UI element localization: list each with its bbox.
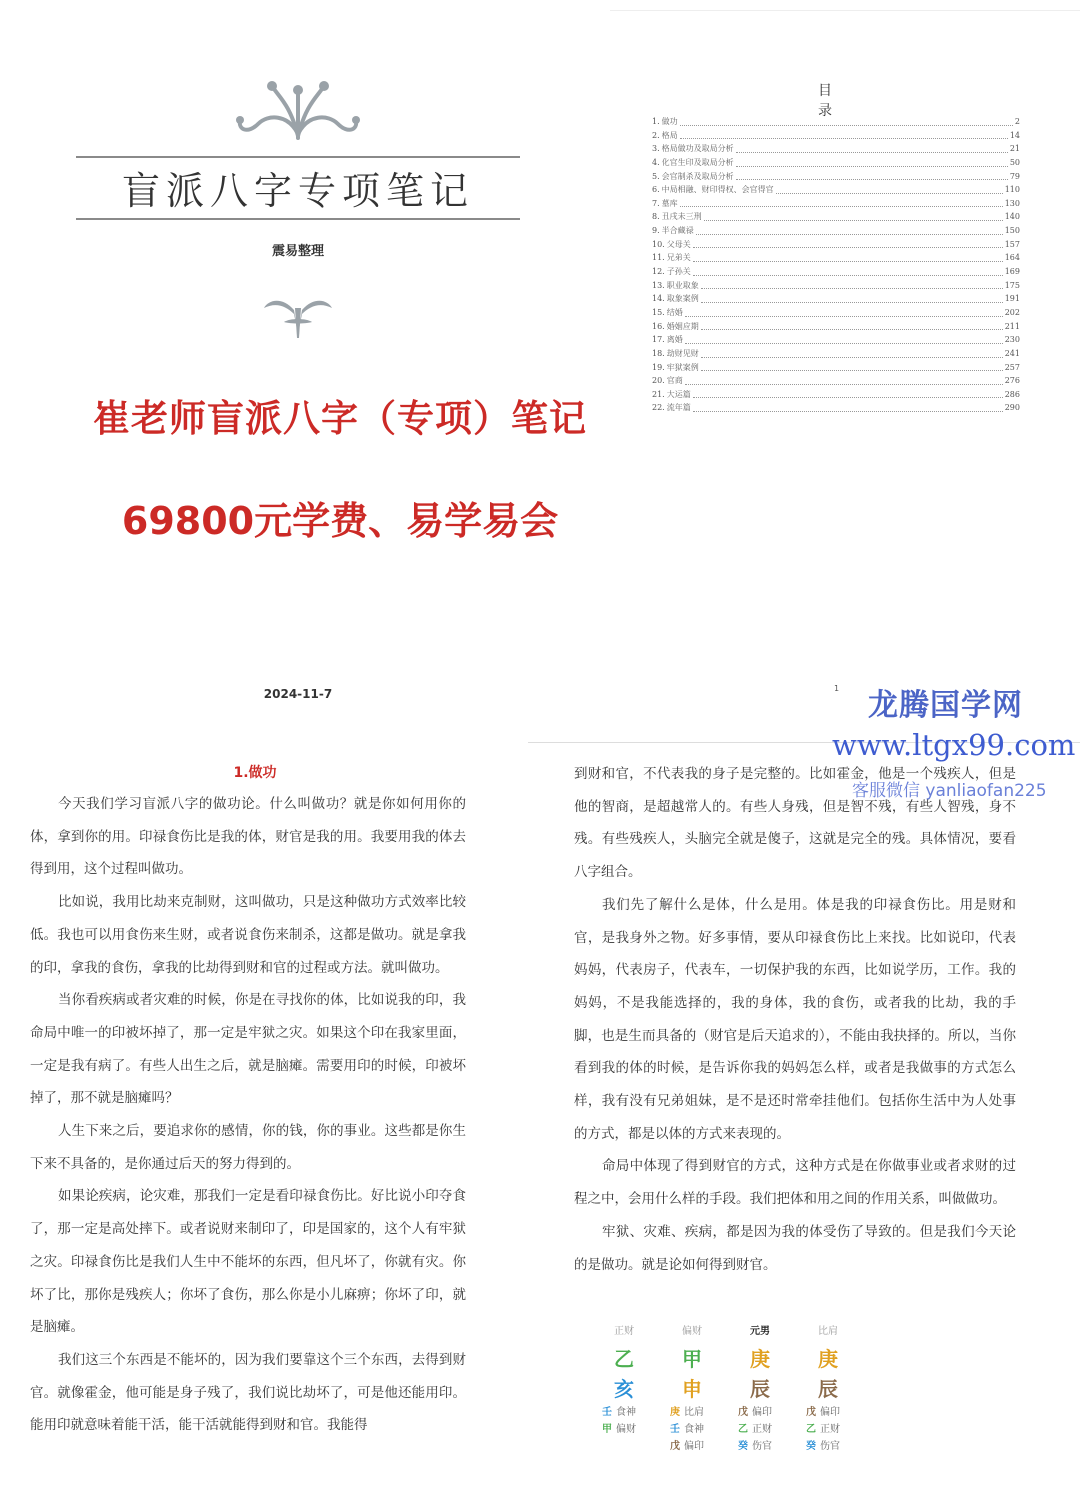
paragraph: 命局中体现了得到财官的方式，这种方式是在你做事业或者求财的过程之中，会用什么样的手段。我们把体和用之间的作用关系，叫做做功。 [574, 1158, 1016, 1208]
bazi-hidden-god: 伤官 [752, 1441, 772, 1452]
toc-entry[interactable] [652, 361, 1020, 375]
paragraph: 比如说，我用比劫来克制财，这叫做功，只是这种做功方式效率比较低。我也可以用食伤来生财，或者说食伤来制杀，这都是做功。就是拿我的印，拿我的食伤，拿我的比劫得到财和官的过程或方法。就叫做功。 [30, 894, 466, 976]
toc-entry-title: 职业取象 [666, 280, 699, 290]
floral-ornament-icon [228, 74, 368, 148]
bazi-stem: 庚 [818, 1347, 838, 1371]
toc-entry[interactable] [652, 210, 1020, 224]
bazi-hidden-god: 比肩 [684, 1407, 704, 1418]
toc-entry[interactable] [652, 347, 1020, 361]
toc-entry-page: 202 [1004, 307, 1020, 317]
toc-entry-title: 官商 [666, 376, 683, 386]
toc-entry-title: 牢狱案例 [666, 362, 699, 372]
toc-entry-number: 14. [652, 294, 665, 304]
watermark-url[interactable]: www.ltgx99.com [832, 728, 1076, 762]
toc-entry[interactable] [652, 279, 1020, 293]
table-of-contents [652, 115, 1020, 415]
toc-leader-dots [736, 151, 1008, 153]
toc-entry-number: 11. [652, 253, 665, 263]
toc-entry-page: 175 [1004, 280, 1020, 290]
bazi-ten-god: 比肩 [818, 1326, 838, 1337]
bazi-hidden-stems [590, 1404, 658, 1455]
toc-entry-page: 21 [1009, 144, 1020, 154]
toc-entry-page: 211 [1004, 321, 1020, 331]
toc-entry-number: 22. [652, 403, 665, 413]
toc-entry-number: 15. [652, 307, 665, 317]
toc-entry-number: 18. [652, 348, 665, 358]
title-rule [76, 218, 520, 220]
toc-entry-title: 离婚 [666, 335, 683, 345]
toc-entry-number: 7. [652, 198, 660, 208]
bazi-stem: 甲 [682, 1347, 702, 1371]
toc-entry-number: 20. [652, 376, 665, 386]
toc-entry-number: 6. [652, 185, 660, 195]
toc-entry-number: 5. [652, 171, 660, 181]
toc-entry[interactable] [652, 156, 1020, 170]
cover-date: 2024-11-7 [263, 687, 333, 701]
bazi-hidden-stem [670, 1438, 726, 1455]
bazi-hidden-god: 正财 [820, 1424, 840, 1435]
title-rule [76, 156, 520, 158]
toc-entry-title: 父母关 [666, 239, 691, 249]
toc-entry[interactable] [652, 183, 1020, 197]
toc-entry[interactable] [652, 129, 1020, 143]
toc-entry-number: 1. [652, 116, 660, 126]
bazi-hidden-stem [670, 1421, 726, 1438]
toc-entry[interactable] [652, 224, 1020, 238]
bazi-hidden-stem [602, 1421, 658, 1438]
toc-leader-dots [701, 301, 1003, 303]
toc-entry[interactable] [652, 320, 1020, 334]
bazi-hidden-stems [726, 1404, 794, 1455]
cover-compiler: 震易整理 [271, 244, 324, 259]
toc-leader-dots [693, 396, 1003, 398]
bazi-hidden-stem [738, 1421, 794, 1438]
toc-entry-title: 半合藏禄 [661, 226, 694, 236]
toc-entry[interactable] [652, 265, 1020, 279]
toc-entry-number: 8. [652, 212, 660, 222]
toc-entry[interactable] [652, 142, 1020, 156]
toc-entry-page: 257 [1004, 362, 1020, 372]
bazi-hidden-gan: 癸 [806, 1441, 816, 1452]
bazi-hidden-god: 偏印 [684, 1441, 704, 1452]
bazi-hidden-gan: 乙 [806, 1424, 816, 1435]
toc-entry[interactable] [652, 170, 1020, 184]
toc-entry-title: 婚姻应期 [666, 321, 699, 331]
toc-entry-page: 286 [1004, 389, 1020, 399]
toc-leader-dots [701, 328, 1003, 330]
toc-entry-page: 241 [1004, 348, 1020, 358]
toc-entry-page: 157 [1004, 239, 1020, 249]
toc-entry-number: 12. [652, 267, 665, 277]
bazi-hidden-gan: 戊 [670, 1441, 680, 1452]
toc-entry-title: 子孙关 [666, 267, 691, 277]
toc-leader-dots [736, 178, 1008, 180]
toc-leader-dots [701, 356, 1003, 358]
toc-entry-number: 19. [652, 362, 665, 372]
toc-leader-dots [680, 205, 1003, 207]
toc-entry[interactable] [652, 292, 1020, 306]
toc-entry[interactable] [652, 115, 1020, 129]
toc-entry-number: 21. [652, 389, 665, 399]
toc-entry-title: 做功 [661, 116, 678, 126]
page-number: 1 [834, 684, 840, 693]
toc-entry[interactable] [652, 401, 1020, 415]
toc-entry-page: 230 [1004, 335, 1020, 345]
cover-title: 盲派八字专项笔记 [121, 169, 474, 213]
toc-leader-dots [693, 260, 1003, 262]
toc-entry-page: 164 [1004, 253, 1020, 263]
bazi-hidden-god: 偏财 [616, 1424, 636, 1435]
page-divider [610, 10, 1080, 11]
toc-entry-number: 10. [652, 239, 665, 249]
toc-leader-dots [693, 410, 1003, 412]
toc-entry[interactable] [652, 197, 1020, 211]
toc-leader-dots [693, 246, 1003, 248]
toc-leader-dots [701, 287, 1003, 289]
bazi-ten-god: 正财 [614, 1326, 634, 1337]
lesson-title: 1.做功 [233, 765, 277, 781]
bazi-hidden-gan: 戊 [738, 1407, 748, 1418]
bazi-hidden-gan: 庚 [670, 1407, 680, 1418]
bazi-branch: 辰 [818, 1377, 838, 1401]
toc-leader-dots [685, 342, 1003, 344]
bazi-ten-god: 偏财 [682, 1326, 702, 1337]
toc-entry-title: 结婚 [666, 307, 683, 317]
toc-entry-title: 化官生印及取局分析 [661, 157, 734, 167]
toc-entry[interactable] [652, 251, 1020, 265]
toc-leader-dots [685, 383, 1003, 385]
right-page-body [574, 758, 1016, 1281]
toc-entry-page: 14 [1009, 130, 1020, 140]
toc-entry-page: 290 [1004, 403, 1020, 413]
bazi-hidden-gan: 乙 [738, 1424, 748, 1435]
toc-entry-number: 17. [652, 335, 665, 345]
toc-entry-title: 格局 [661, 130, 678, 140]
toc-leader-dots [680, 124, 1013, 126]
left-page-body [30, 788, 466, 1442]
toc-leader-dots [776, 192, 1003, 194]
toc-entry[interactable] [652, 333, 1020, 347]
paragraph: 我们先了解什么是体，什么是用。体是我的印禄食伤比。用是财和官，是我身外之物。好多事情，要从印禄食伤比上来找。比如说印，代表妈妈，代表房子，代表车，一切保护我的东西，比如说学历，工作。我的妈妈，不是我能选择的，我的身体，我的食伤，或者我的比劫，我的手脚，也是生而具备的（财官是后天追求的），不能由我抉择的。所以，当你看到我的体的时候，是告诉你我的妈妈怎么样，或者是我做事的方式怎么样，我有没有兄弟姐妹，是不是还时常牵挂他们。包括你生活中为人处事的方式，都是以体的方式来表现的。 [574, 896, 1016, 1142]
promo-subtitle: 69800元学费、易学易会 [121, 499, 559, 543]
paragraph: 人生下来之后，要追求你的感情，你的钱，你的事业。这些都是你生下来不具备的，是你通过后天的努力得到的。 [30, 1123, 466, 1172]
bazi-branch: 辰 [750, 1377, 770, 1401]
bazi-ten-god: 元男 [750, 1326, 770, 1337]
toc-entry-title: 兄弟关 [666, 253, 691, 263]
bazi-stem: 庚 [750, 1347, 770, 1371]
bazi-hidden-god: 偏印 [752, 1407, 772, 1418]
watermark-contact: 客服微信 yanliaofan225 [852, 781, 1047, 801]
toc-entry-number: 3. [652, 144, 660, 154]
toc-entry-title: 流年篇 [666, 403, 691, 413]
toc-entry-title: 大运篇 [666, 389, 691, 399]
toc-leader-dots [704, 219, 1003, 221]
bazi-branch: 申 [682, 1377, 702, 1401]
toc-entry-number: 13. [652, 280, 665, 290]
toc-leader-dots [685, 315, 1003, 317]
toc-entry[interactable] [652, 238, 1020, 252]
bazi-chart [590, 1322, 860, 1455]
toc-entry-page: 110 [1004, 185, 1020, 195]
bazi-hidden-stems [794, 1404, 862, 1455]
toc-entry[interactable] [652, 374, 1020, 388]
toc-entry-title: 取象案例 [666, 294, 699, 304]
bazi-hidden-god: 伤官 [820, 1441, 840, 1452]
paragraph: 当你看疾病或者灾难的时候，你是在寻找你的体，比如说我的印，我命局中唯一的印被坏掉了，那一定是牢狱之灾。如果这个印在我家里面，一定是我有病了。有些人出生之后，就是脑瘫。需要用印的时候，印被坏掉了，那不就是脑瘫吗？ [30, 992, 466, 1107]
promo-title: 崔老师盲派八字（专项）笔记 [93, 397, 587, 440]
toc-leader-dots [736, 165, 1008, 167]
toc-heading: 目 录 [818, 83, 862, 119]
toc-entry-page: 130 [1004, 198, 1020, 208]
bazi-hidden-gan: 癸 [738, 1441, 748, 1452]
paragraph: 牢狱、灾难、疾病，都是因为我的体受伤了导致的。但是我们今天论的是做功。就是论如何得到财官。 [574, 1223, 1016, 1273]
toc-leader-dots [680, 137, 1008, 139]
bazi-hidden-stems [658, 1404, 726, 1455]
bazi-hidden-god: 食神 [616, 1407, 636, 1418]
bazi-hidden-stem [602, 1404, 658, 1421]
toc-entry-page: 150 [1004, 226, 1020, 236]
toc-leader-dots [701, 369, 1003, 371]
bazi-hidden-stem [806, 1421, 862, 1438]
toc-entry-title: 会官制杀及取局分析 [661, 171, 734, 181]
bazi-branch: 亥 [614, 1377, 634, 1401]
paragraph: 到财和官，不代表我的身子是完整的。比如霍金，他是一个残疾人，但是他的智商，是超越常人的。有些人身残，但是智不残，有些人智残，身不残。有些残疾人，头脑完全就是傻子，这就是完全的残。具体情况，要看八字组合。 [574, 766, 1016, 881]
toc-entry-page: 2 [1014, 116, 1020, 126]
fleur-ornament-icon [262, 290, 334, 340]
bazi-hidden-stem [806, 1438, 862, 1455]
toc-entry-number: 2. [652, 130, 660, 140]
bazi-stem: 乙 [614, 1347, 634, 1371]
toc-entry-page: 79 [1009, 171, 1020, 181]
toc-entry-page: 140 [1004, 212, 1020, 222]
toc-entry-page: 191 [1004, 294, 1020, 304]
toc-entry[interactable] [652, 388, 1020, 402]
toc-entry-number: 16. [652, 321, 665, 331]
toc-leader-dots [696, 233, 1003, 235]
paragraph: 我们这三个东西是不能坏的，因为我们要靠这个三个东西，去得到财官。就像霍金，他可能是身子残了，我们说比劫坏了，可是他还能用印。能用印就意味着能干活，能干活就能得到财和官。我能得 [30, 1351, 466, 1434]
toc-entry-title: 格局做功及取局分析 [661, 144, 734, 154]
toc-entry[interactable] [652, 306, 1020, 320]
toc-entry-page: 169 [1004, 267, 1020, 277]
bazi-hidden-gan: 壬 [670, 1424, 680, 1435]
toc-entry-page: 276 [1004, 376, 1020, 386]
bazi-hidden-gan: 甲 [602, 1424, 612, 1435]
toc-entry-title: 墓库 [661, 198, 678, 208]
toc-leader-dots [693, 274, 1003, 276]
bazi-hidden-god: 食神 [684, 1424, 704, 1435]
toc-entry-page: 50 [1009, 157, 1020, 167]
toc-entry-title: 劫财见财 [666, 348, 699, 358]
toc-entry-number: 9. [652, 226, 660, 236]
paragraph: 如果论疾病，论灾难，那我们一定是看印禄食伤比。好比说小印夺食了，那一定是高处摔下。或者说财来制印了，印是国家的，这个人有牢狱之灾。印禄食伤比是我们人生中不能坏的东西，但凡坏了，你就有灾。你坏了比，那你是残疾人；你坏了食伤，那么你是小儿麻痹；你坏了印，就是脑瘫。 [30, 1188, 466, 1336]
bazi-hidden-stem [806, 1404, 862, 1421]
watermark-site-name: 龙腾国学网 [868, 688, 1023, 723]
toc-entry-title: 丑戌未三刑 [661, 212, 702, 222]
paragraph: 今天我们学习盲派八字的做功论。什么叫做功？就是你如何用你的体，拿到你的用。印禄食伤比是我的体，财官是我的用。我要用我的体去得到用，这个过程叫做功。 [30, 796, 466, 878]
bazi-hidden-stem [670, 1404, 726, 1421]
toc-entry-number: 4. [652, 157, 660, 167]
toc-entry-title: 中局相融、财印得权、会官得官 [661, 185, 774, 195]
bazi-hidden-stem [738, 1404, 794, 1421]
bazi-hidden-gan: 戊 [806, 1407, 816, 1418]
bazi-hidden-stem [738, 1438, 794, 1455]
bazi-hidden-god: 偏印 [820, 1407, 840, 1418]
bazi-hidden-gan: 壬 [602, 1407, 612, 1418]
bazi-hidden-god: 正财 [752, 1424, 772, 1435]
